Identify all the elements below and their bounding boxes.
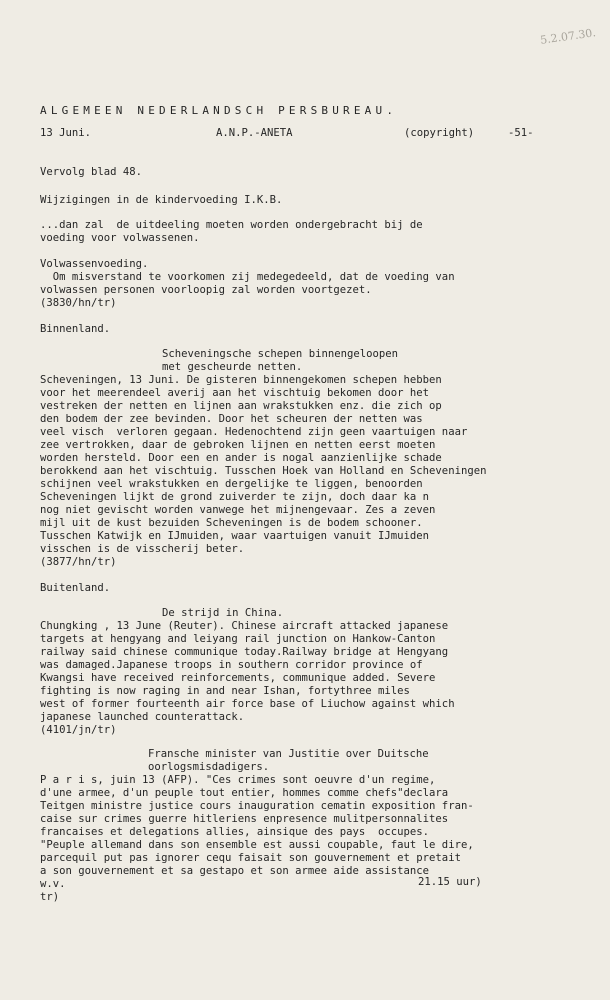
text-line: west of former fourteenth air force base of Liuchow against which bbox=[40, 698, 455, 710]
article-headline: De strijd in China. bbox=[162, 607, 284, 619]
text-line: berokkend aan het vischtuig. Tusschen Hoek van Holland en Scheveningen bbox=[40, 465, 487, 477]
article-headline: oorlogsmisdadigers. bbox=[148, 761, 270, 773]
text-line: mijl uit de kust bezuiden Scheveningen is de bodem schooner. bbox=[40, 517, 423, 529]
text-line: P a r i s, juin 13 (AFP). "Ces crimes sont oeuvre d'un regime, bbox=[40, 774, 436, 786]
text-line: schijnen veel wrakstukken en dergelijke te liggen, benoorden bbox=[40, 478, 423, 490]
time-stamp: 21.15 uur) bbox=[418, 876, 482, 888]
text-line: fighting is now raging in and near Ishan, fortythree miles bbox=[40, 685, 410, 697]
text-line: "Peuple allemand dans son ensemble est aussi coupable, faut le dire, bbox=[40, 839, 474, 851]
continuation-note: Vervolg blad 48. bbox=[40, 166, 143, 178]
text-line: volwassen personen voorloopig zal worden voortgezet. bbox=[40, 284, 372, 296]
text-line: nog niet gevischt worden vanwege het mijnengevaar. Zes a zeven bbox=[40, 504, 436, 516]
header-service: A.N.P.-ANETA bbox=[216, 127, 293, 139]
text-line: parcequil put pas ignorer cequ faisait son gouvernement et pretait bbox=[40, 852, 461, 864]
text-line: japanese launched counterattack. bbox=[40, 711, 245, 723]
header-page-number: -51- bbox=[508, 127, 534, 139]
text-line: d'une armee, d'un peuple tout entier, hommes comme chefs"declara bbox=[40, 787, 449, 799]
section-title: Volwassenvoeding. bbox=[40, 258, 149, 270]
text-line: Chungking , 13 June (Reuter). Chinese aircraft attacked japanese bbox=[40, 620, 449, 632]
text-line: ...dan zal de uitdeeling moeten worden ondergebracht bij de bbox=[40, 219, 423, 231]
reference-code: (4101/jn/tr) bbox=[40, 724, 117, 736]
header-copyright: (copyright) bbox=[404, 127, 475, 139]
header-date: 13 Juni. bbox=[40, 127, 92, 139]
text-line: den bodem der zee bevinden. Door het scheuren der netten was bbox=[40, 413, 423, 425]
article-headline: met gescheurde netten. bbox=[162, 361, 303, 373]
section-heading-binnenland: Binnenland. bbox=[40, 323, 111, 335]
section-heading-buitenland: Buitenland. bbox=[40, 582, 111, 594]
text-line: Scheveningen lijkt de grond zuiverder te zijn, doch daar ka n bbox=[40, 491, 430, 503]
reference-code: (3830/hn/tr) bbox=[40, 297, 117, 309]
text-line: Kwangsi have received reinforcements, communique added. Severe bbox=[40, 672, 436, 684]
text-line: worden hersteld. Door een en ander is nogal aanzienlijke schade bbox=[40, 452, 442, 464]
text-line: voor het meerendeel averij aan het vischtuig bekomen door het bbox=[40, 387, 430, 399]
reference-code: (3877/hn/tr) bbox=[40, 556, 117, 568]
text-line: a son gouvernement et sa gestapo et son armee aide assistance bbox=[40, 865, 430, 877]
text-line: Teitgen ministre justice cours inauguration cematin exposition fran- bbox=[40, 800, 474, 812]
text-line: zee vertrokken, daar de gebroken lijnen en netten eerst moeten bbox=[40, 439, 436, 451]
text-line: Scheveningen, 13 Juni. De gisteren binnengekomen schepen hebben bbox=[40, 374, 442, 386]
article-headline: Fransche minister van Justitie over Duitsche bbox=[148, 748, 429, 760]
text-line: targets at hengyang and leiyang rail junction on Hankow-Canton bbox=[40, 633, 436, 645]
article-headline: Scheveningsche schepen binnengeloopen bbox=[162, 348, 398, 360]
text-line: visschen is de visscherij beter. bbox=[40, 543, 245, 555]
end-mark: tr) bbox=[40, 891, 60, 903]
handwritten-note: 5.2.07.30. bbox=[539, 26, 597, 47]
text-line: w.v. bbox=[40, 878, 66, 890]
text-line: veel visch verloren gegaan. Hedenochtend zijn geen vaartuigen naar bbox=[40, 426, 468, 438]
text-line: francaises et delegations allies, ainsique des pays occupes. bbox=[40, 826, 430, 838]
text-line: caise sur crimes guerre hitleriens enpresence mulitpersonnalites bbox=[40, 813, 449, 825]
text-line: vestreken der netten en lijnen aan wrakstukken enz. die zich op bbox=[40, 400, 442, 412]
text-line: railway said chinese communique today.Railway bridge at Hengyang bbox=[40, 646, 449, 658]
section-title: Wijzigingen in de kindervoeding I.K.B. bbox=[40, 194, 283, 206]
text-line: Tusschen Katwijk en IJmuiden, waar vaartuigen vanuit IJmuiden bbox=[40, 530, 430, 542]
text-line: Om misverstand te voorkomen zij medegedeeld, dat de voeding van bbox=[40, 271, 455, 283]
text-line: was damaged.Japanese troops in southern corridor province of bbox=[40, 659, 423, 671]
text-line: voeding voor volwassenen. bbox=[40, 232, 200, 244]
agency-name: ALGEMEEN NEDERLANDSCH PERSBUREAU. bbox=[40, 104, 398, 117]
